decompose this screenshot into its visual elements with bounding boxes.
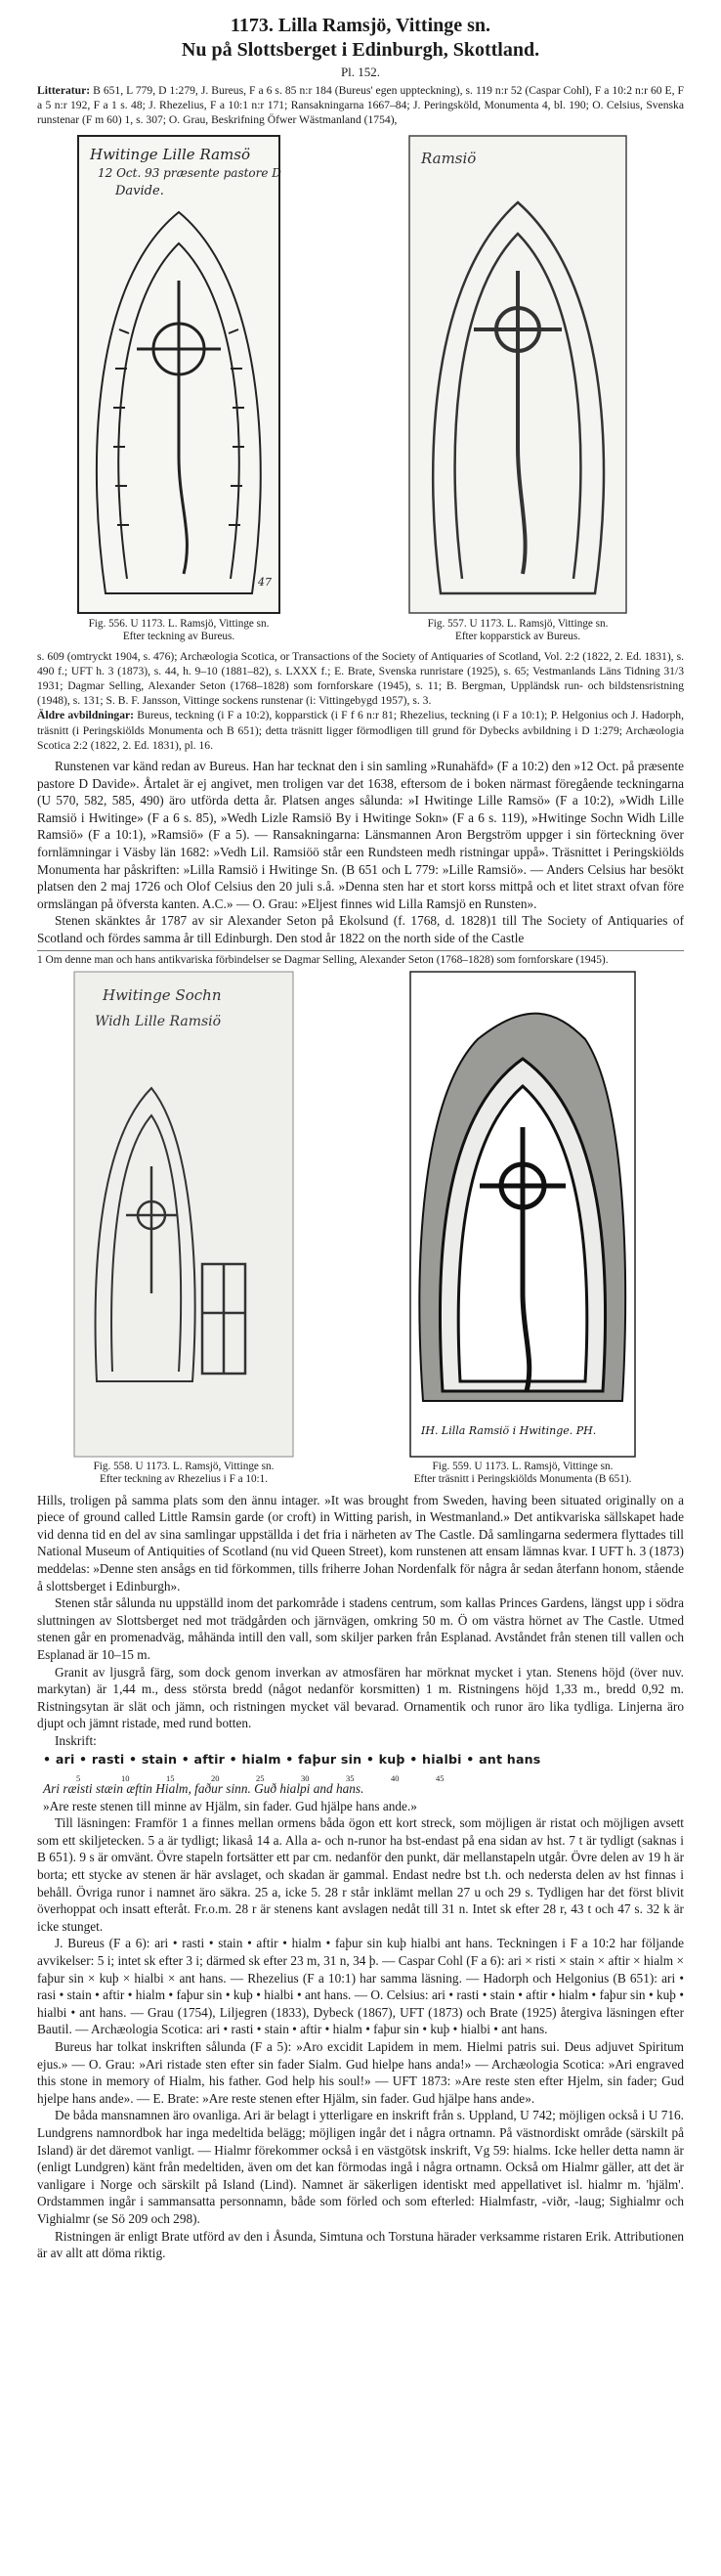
paragraph-names: De båda mansnamnen äro ovanliga. Ari är belagt i ytterligare en inskrift från s. Uppland, U 742; möjligen också i U 716. Lundgrens namnordbok har inga medeltida belägg; möjligen ingår det i några ortnamn. På västnordiskt område (särskilt på Island) är det däremot vanligt. — Hialmr förekommer också i en västgötsk inskrift, Vg 59: hialms. Icke heller detta namn är (enligt Lundgren) känt från medeltiden, även om det kan förmodas ingå i några ortnamn. Också om Hialmr gäller, att det är vanligare i Norge och särskilt på Island (Lind). Namnet är säkerligen identiskt med appellativet isl. hialmr m. 'hjälm'. Ordstammen ingår i sammansatta personnamn, både som förled och som efterled: Hialmfastr, -viðr, -laug; Sighialmr och Vighialmr (se Sö 209 och 298). bbox=[37, 2108, 684, 2226]
rune-number: 35 bbox=[346, 1773, 355, 1784]
normalized-text: Ari ræisti stæin æftin Hialm, faður sinn. Guð hialpi and hans. bbox=[43, 1781, 364, 1797]
runic-transliteration: • ari • rasti • stain • aftir • hialm • faþur sin • kuþ • hialbi • ant hans bbox=[43, 1752, 541, 1768]
svg-text:47: 47 bbox=[258, 575, 272, 589]
figure-558-caption bbox=[94, 1461, 275, 1486]
rune-number: 20 bbox=[211, 1773, 220, 1784]
litteratur-paragraph bbox=[37, 83, 684, 128]
figure-row-bottom bbox=[37, 971, 684, 1486]
figure-557-caption bbox=[428, 618, 609, 643]
stone-woodcut-peringskiold bbox=[409, 971, 636, 1458]
paragraph-location-history: Hills, troligen på samma plats som den ännu intager. »It was brought from Sweden, having been situated originally on a piece of ground called Little Ramsin garde (or croft) in Witting parish, in Westmanland.» Det antikvariska sällskapet hade vid denna tid en del av sina samlingar uppställda i det fria i närheten av The Castle. Då samlingarna sedermera flyttades till National Museum of Antiquities of Scotland (nu vid Queen Street), kom runstenen att ensam lämnas kvar. I UFT h. 3 (1873) meddelas: »Denne sten ansågs en tid förkommen, tills friherre Johan Nordenfalk för några år sedan återfann honom, stående å slottsberget i Edinburgh». bbox=[37, 1492, 684, 1594]
figure-row-top bbox=[37, 134, 684, 643]
drawing-inscription-sochn: Hwitinge Sochn bbox=[103, 985, 222, 1004]
inskrift-label: Inskrift: bbox=[55, 1732, 97, 1748]
paragraph-location-now: Stenen står sålunda nu uppställd inom det parkområde i stadens centrum, som kallas Princes Gardens, längst upp i södra sluttningen av Slottsberget ned mot trädgården och järnvägen, omkring 50 m. Ö om västra hörnet av The Castle. Utmed stenen går en promenadväg, måhända intill den vall, som skiljer parken från Esplanad. Avståndet från stenen till vallen och Esplanad är 10–15 m. bbox=[37, 1595, 684, 1662]
drawing-inscription-line-3: Davide. bbox=[115, 183, 164, 198]
avbildningar-label: Äldre avbildningar: bbox=[37, 709, 135, 722]
figure-556 bbox=[37, 134, 320, 643]
rune-number: 5 bbox=[76, 1773, 81, 1784]
document-page bbox=[37, 14, 684, 2262]
avbildningar-paragraph bbox=[37, 708, 684, 753]
translation-text: »Are reste stenen till minne av Hjälm, sin fader. Gud hjälpe hans ande.» bbox=[43, 1798, 417, 1813]
figure-559 bbox=[361, 971, 684, 1486]
avbildningar-text: Bureus, teckning (i F a 10:2), kopparstick (i F f 6 n:r 81; Rhezelius, teckning (i F a 10:1); P. Helgonius och J. Hadorph, träsnitt (i Peringskiölds Monumenta och B 651); detta träsnitt ligger förmodligen till grund för Dybecks avbildning i D 1:279; Archæologia Scotica 2:2 (1822, 2. Ed. 1831), pl. 16. bbox=[37, 709, 684, 752]
litteratur-continued: s. 609 (omtryckt 1904, s. 476); Archæologia Scotica, or Transactions of the Society of Antiquaries of Scotland, Vol. 2:2 (1822, 2. Ed. 1831), s. 490 f.; UFT h. 3 (1873), s. 44, h. 9–10 (1881–82), s. LXXX f.; E. Brate, Svenska runristare (1925), s. 65; Vestmanlands Läns Tidning 31/3 1931; Dagmar Selling, Alexander Seton (1768–1828) som fornforskare (1945), s. 11; B. Bergman, Uppländsk run- och bildstensristning (1948), s. 131; S. B. F. Jansson, Vittinge sockens runstenar (i: Vittingebygd 1957), s. 3. bbox=[37, 649, 684, 708]
paragraph-carver: Ristningen är enligt Brate utförd av den i Åsunda, Simtuna och Torstuna härader verksamme ristaren Erik. Attributionen är av allt att döma riktig. bbox=[37, 2228, 684, 2261]
body-section-2 bbox=[37, 1492, 684, 2262]
paragraph-earlier-readings: J. Bureus (F a 6): ari • rasti • stain • aftir • hialm • faþur sin kuþ hialbi ant hans. Teckningen i F a 10:2 har följande avvikelser: 5 i; intet sk efter 3 i; därmed sk efter 23 m, 31 n, 34 þ. — Caspar Cohl (F a 6): ari × risti × stain × aftir × hialm × faþur sin × kuþ × hialbi × ant hans. — Rhezelius (F a 10:1) har samma läsning. — Hadorph och Helgonius (B 651): ari • rasi • stain • aftir • hialm • faþur sin • kuþ • hialbi • ant hans. — O. Celsius: ari • rasti • stain • aftir • hialm • faþur sin • kuþ • hialbi • ant hans. — Grau (1754), Liljegren (1833), Dybeck (1867), UFT (1873) och Brate (1925) återgiva läsningen efter Bautil. — Archæologia Scotica: ari • rasti • stain • aftir • hialm • faþur sin • kuþ • hialbi • ant hans. bbox=[37, 1936, 684, 2037]
paragraph-interpretations: Bureus har tolkat inskriften sålunda (F a 5): »Aro excidit Lapidem in mem. Hielmi patris sui. Deus adjuvet Spiritum ejus.» — O. Grau: »Ari ristade sten efter sin fader Sialm. Gud hielpe hans anda!» — Archæologia Scotica: »Ari engraved this stone in memory of Hialm, his father. God help his soul!» — UFT 1873: »Are reste sten efter Hjelm, sin fader; Gud hjelpe hans ande». — E. Brate: »Are reste stenen efter Hjälm, sin fader. Gud hjälpe hans ande». bbox=[37, 2038, 684, 2106]
plate-number: Pl. 152. bbox=[340, 65, 381, 79]
drawing-inscription-line-2: 12 Oct. 93 præsente pastore D bbox=[98, 165, 281, 180]
paragraph-reading: Till läsningen: Framför 1 a finnes mellan ormens båda ögon ett kort streck, som möjligen är ristat och möjligen avsett som ett skiljetecken. 5 a är tydligt; likaså 14 a. Alla a- och n-runor ha bst-endast på ena sidan av hst. 7 t är tydligt (saknas i B 651). 9 s är omvänt. Övre stapeln fortsätter ett par cm. nedanför den punkt, där mellanstapeln utgår. Övre delen av 19 h är borta; ett stycke av stenen är här avslaget, och skadan är gammal. Endast nedre bst t.h. och nedersta delen av hst finnas i behåll. Övriga runor i namnet äro säkra. 25 a, icke 5. 28 r står inklämt mellan 27 u och 29 s. Tydligen har det först blivit överhoppat och insatt efteråt. Fr.o.m. 28 r är stenens kant avslagen nedåt till 31 n. Intet sk efter 28 r, 43 t och 47 s. 32 k är icke stunget. bbox=[37, 1815, 684, 1934]
rune-number: 15 bbox=[166, 1773, 175, 1784]
rune-number: 40 bbox=[391, 1773, 400, 1784]
figure-558-caption-line-2: Efter teckning av Rhezelius i F a 10:1. bbox=[99, 1472, 269, 1485]
figure-559-caption-line-1: Fig. 559. U 1173. L. Ramsjö, Vittinge sn. bbox=[432, 1460, 614, 1472]
rune-number: 25 bbox=[256, 1773, 265, 1784]
page-title bbox=[37, 14, 684, 63]
figure-557 bbox=[352, 134, 684, 643]
figure-558 bbox=[37, 971, 330, 1486]
stone-drawing-rhezelius bbox=[73, 971, 294, 1458]
drawing-inscription-line-1: Hwitinge Lille Ramsö bbox=[90, 145, 250, 163]
paragraph-seton: Stenen skänktes år 1787 av sir Alexander Seton på Ekolsund (f. 1768, d. 1828)1 till The Society of Antiquaries of Scotland och fördes samma år till Edinburgh. Den stod år 1822 on the north side of the Castle bbox=[37, 913, 684, 945]
footnote: 1 Om denne man och hans antikvariska förbindelser se Dagmar Selling, Alexander Seton (1768–1828) som fornforskare (1945). bbox=[37, 950, 684, 967]
title-line-1: 1173. Lilla Ramsjö, Vittinge sn. bbox=[230, 15, 491, 36]
rune-number: 30 bbox=[301, 1773, 310, 1784]
figure-557-caption-line-1: Fig. 557. U 1173. L. Ramsjö, Vittinge sn. bbox=[427, 617, 609, 630]
figure-556-caption bbox=[89, 618, 270, 643]
figure-556-caption-line-1: Fig. 556. U 1173. L. Ramsjö, Vittinge sn. bbox=[88, 617, 270, 630]
litteratur-text: B 651, L 779, D 1:279, J. Bureus, F a 6 s. 85 n:r 184 (Bureus' egen uppteckning), s. 119 n:r 52 (Caspar Cohl), F a 10:2 n:r 60 E, F a 5 n:r 192, F a 1 s. 48; J. Rhezelius, F a 10:1 n:r 171; Ransakningarna 1667–84; J. Peringsköld, Monumenta 4, bl. 190; O. Celsius, Svenska runstenar (F m 60) 1, s. 307; O. Grau, Beskrifning Öfwer Wästmanland (1754), bbox=[37, 84, 684, 127]
paragraph-material: Granit av ljusgrå färg, som dock genom inverkan av atmosfären har mörknat mycket i ytan. Stenens höjd (över nuv. markytan) är 1,44 m., dess största bredd (något nedanför korsmitten) 1 m. Ristningens höjd 1,33 m., bredd 0,92 m. Ristningsytan är slät och jämn, och ristningen mycket väl bevarad. Ornamentik och runor äro lika tydliga. Linjerna äro djupt och jämnt ristade, med rund botten. bbox=[37, 1664, 684, 1731]
figure-558-caption-line-1: Fig. 558. U 1173. L. Ramsjö, Vittinge sn. bbox=[93, 1460, 275, 1472]
rune-number-row bbox=[76, 1770, 684, 1784]
rune-number: 45 bbox=[436, 1773, 445, 1784]
title-line-2: Nu på Slottsberget i Edinburgh, Skottland. bbox=[181, 39, 540, 61]
rune-number: 10 bbox=[121, 1773, 130, 1784]
stone-drawing-copperplate bbox=[407, 134, 628, 615]
figure-556-caption-line-2: Efter teckning av Bureus. bbox=[122, 630, 235, 642]
figure-557-caption-line-2: Efter kopparstick av Bureus. bbox=[455, 630, 580, 642]
body-section-1 bbox=[37, 758, 684, 947]
drawing-inscription-ramsio: Ramsiö bbox=[421, 149, 477, 167]
woodcut-caption-text: IH. Lilla Ramsiö i Hwitinge. PH. bbox=[421, 1423, 597, 1437]
figure-559-caption-line-2: Efter träsnitt i Peringskiölds Monumenta (B 651). bbox=[413, 1472, 632, 1485]
stone-drawing-bureus bbox=[76, 134, 281, 615]
drawing-inscription-widh: Widh Lille Ramsiö bbox=[95, 1013, 222, 1029]
paragraph-history: Runstenen var känd redan av Bureus. Han har tecknat den i sin samling »Runahäfd» (F a 10:2) den »12 Oct. på præsente pastore D Davide». Årtalet är ej angivet, men troligen var det 1638, eftersom de i boken närmast föregående teckningarna (U 570, 582, 585, 490) äro utförda detta år. Platsen anges sålunda: »I Hwitinge Lille Ramsö» (F a 10:2), »Widh Lille Ramsiö i Hwitinge» (F a 6 s. 85), »Wedh Lizle Ramsiö By i Hwitinge Sokn» (F a 6 s. 119), »Hwitinge Sochn Widh Lille Ramsiö» (F a 10:1), »Ramsiö» (F a 5). — Ransakningarna: Länsmannen Aron Bergström uppger i sin förteckning över fornlämningar i Väsby län 1682: »Vedh Lil. Ramsiöö står een Rundsteen medh ristningar uppå». Träsnittet i Peringskiölds Monumenta har påskriften: »Lilla Ramsiö i Hwitinge Sn. (B 651 och L 779: »Lille Ramsiö». — Anders Celsius har besökt platsen den 2 maj 1726 och Olof Celsius den 20 juli s.å. »Denna sten har et stort korss mittpå och et litet straxt ofvan före ormslängan på öfversta kanten. A.C.» — O. Grau: »Eljest finnes wid Lilla Ramsjö en Runsten». bbox=[37, 759, 684, 911]
litteratur-label: Litteratur: bbox=[37, 84, 91, 97]
figure-559-caption bbox=[414, 1461, 632, 1486]
